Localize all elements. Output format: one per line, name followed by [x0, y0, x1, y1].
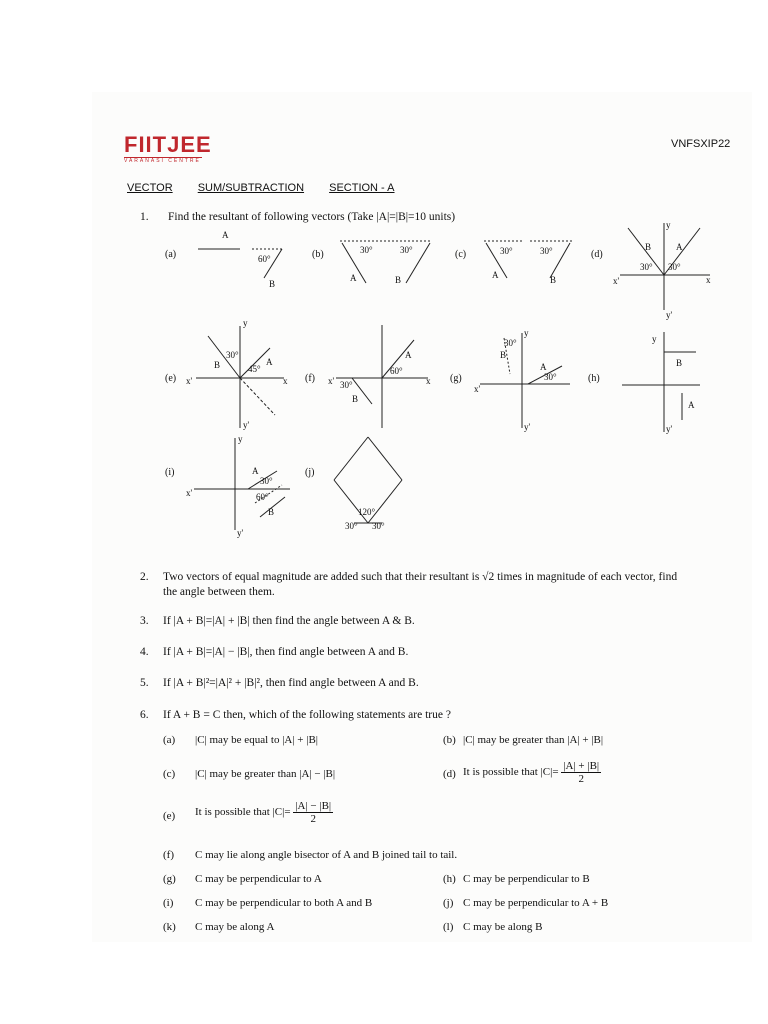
q5-number: 5. [140, 677, 149, 689]
angle-label: 120° [358, 507, 376, 517]
angle-label: 60° [256, 492, 269, 502]
q6-option-text: C may be perpendicular to A + B [463, 897, 609, 909]
q4-text: If |A + B|=|A| − |B|, then find angle between A and B. [163, 646, 409, 658]
q6-text: If A + B = C then, which of the following statements are true ? [163, 709, 451, 721]
diagram-label-c: (c) [455, 249, 467, 260]
diagram-g [474, 328, 570, 432]
angle-label: 30° [345, 521, 358, 531]
axis-label-y-prime: y' [237, 528, 244, 538]
q5-text: If |A + B|²=|A|² + |B|², then find angle between A and B. [163, 677, 419, 689]
q6-option-label: (d) [443, 768, 456, 780]
angle-label: 30° [226, 350, 239, 360]
logo-text: FIITJEE [124, 132, 212, 157]
axis-label-y-prime: y' [524, 422, 531, 432]
vector-label-a: A [676, 242, 683, 252]
diagram-j [334, 437, 402, 531]
diagram-label-a: (a) [165, 249, 177, 260]
diagram-c [484, 241, 572, 285]
diagram-i [186, 434, 290, 538]
q6-option-label: (j) [443, 897, 454, 909]
axis-label-y: y [666, 220, 671, 230]
angle-label: 30° [540, 246, 553, 256]
axis-label-x-prime: x' [186, 488, 193, 498]
fraction-numerator: |A| − |B| [295, 800, 332, 812]
q6-option-e [195, 800, 333, 825]
q3-number: 3. [140, 615, 149, 627]
q4-number: 4. [140, 646, 149, 658]
section-part: VECTOR [127, 182, 173, 194]
q2-line2: the angle between them. [163, 586, 275, 598]
diagram-e [186, 318, 288, 430]
axis-label-x: x [283, 376, 288, 386]
angle-label: 30° [504, 338, 517, 348]
angle-label: 30° [640, 262, 653, 272]
diagram-a [198, 230, 282, 289]
axis-label-y: y [524, 328, 529, 338]
axis-label-y: y [238, 434, 243, 444]
q6-option-label: (k) [163, 921, 176, 933]
q6-option-text: C may be perpendicular to both A and B [195, 897, 373, 909]
q6-option-label: (f) [163, 849, 174, 861]
diagram-label-b: (b) [312, 249, 324, 260]
vector-label-a: A [540, 362, 547, 372]
angle-label: 30° [400, 245, 413, 255]
q6-option-text: It is possible that |C|= [463, 766, 559, 779]
axis-label-x-prime: x' [613, 276, 620, 286]
q6-option-text: C may be perpendicular to B [463, 873, 590, 885]
vector-label-a: A [492, 270, 499, 280]
q6-option-text: |C| may be greater than |A| + |B| [463, 734, 604, 746]
diagram-label-j: (j) [305, 467, 315, 478]
q6-option-label: (b) [443, 734, 456, 746]
vector-label-b: B [395, 275, 402, 285]
q6-option-label: (h) [443, 873, 456, 885]
vector-label-b: B [268, 507, 275, 517]
diagram-label-e: (e) [165, 373, 177, 384]
axis-label-x-prime: x' [474, 384, 481, 394]
axis-label-x-prime: x' [186, 376, 193, 386]
q6-option-text: It is possible that |C|= [195, 806, 291, 819]
diagram-d [613, 220, 711, 320]
q6-option-label: (i) [163, 897, 174, 909]
q6-option-text: C may lie along angle bisector of A and B joined tail to tail. [195, 849, 458, 861]
diagram-b [340, 241, 432, 285]
q6-option-text: C may be along A [195, 921, 275, 933]
vector-label-b: B [269, 279, 276, 289]
axis-label-x-prime: x' [328, 376, 335, 386]
vector-label-a: A [405, 350, 412, 360]
q3-text: If |A + B|=|A| + |B| then find the angle between A & B. [163, 615, 415, 627]
angle-label: 30° [372, 521, 385, 531]
vector-label-b: B [214, 360, 221, 370]
vector-label-b: B [500, 350, 507, 360]
angle-label: 60° [390, 366, 403, 376]
angle-label: 30° [668, 262, 681, 272]
section-part: SUM/SUBTRACTION [197, 182, 305, 194]
diagram-f [328, 325, 431, 428]
q6-option-label: (e) [163, 810, 176, 822]
vector-label-a: A [252, 466, 259, 476]
angle-label: 30° [340, 380, 353, 390]
vector-label-b: B [645, 242, 652, 252]
q1-number: 1. [140, 211, 149, 223]
vector-label-a: A [350, 273, 357, 283]
q6-option-label: (c) [163, 768, 176, 780]
section-part: SECTION - A [329, 182, 395, 194]
diagram-label-g: (g) [450, 373, 462, 384]
diagram-label-h: (h) [588, 373, 600, 384]
vector-label-b: B [676, 358, 683, 368]
vector-label-b: B [550, 275, 557, 285]
angle-label: 30° [260, 476, 273, 486]
q6-number: 6. [140, 709, 149, 721]
axis-label-x: x [426, 376, 431, 386]
angle-label: 30° [544, 372, 557, 382]
q1-text: Find the resultant of following vectors (Take |A|=|B|=10 units) [168, 211, 456, 223]
q6-option-label: (g) [163, 873, 176, 885]
vector-label-a: A [222, 230, 229, 240]
fraction [561, 760, 601, 785]
angle-label: 60° [258, 254, 271, 264]
q6-option-text: C may be along B [463, 921, 543, 933]
fraction-denominator: 2 [310, 813, 316, 825]
doc-code: VNFSXIP22 [671, 138, 731, 150]
q6-option-label: (l) [443, 921, 454, 933]
fraction-numerator: |A| + |B| [563, 760, 600, 772]
angle-label: 45° [248, 364, 261, 374]
angle-label: 30° [360, 245, 373, 255]
fraction [293, 800, 333, 825]
axis-label-x: x [706, 275, 711, 285]
vector-label-a: A [688, 400, 695, 410]
axis-label-y: y [243, 318, 248, 328]
q6-option-text: C may be perpendicular to A [195, 873, 322, 885]
vector-label-a: A [266, 357, 273, 367]
diagram-label-i: (i) [165, 467, 175, 478]
axis-label-y-prime: y' [666, 424, 673, 434]
vector-label-b: B [352, 394, 359, 404]
axis-label-y-prime: y' [666, 310, 673, 320]
q6-option-text: |C| may be greater than |A| − |B| [195, 768, 336, 780]
q6-option-d [463, 760, 601, 785]
q6-option-text: |C| may be equal to |A| + |B| [195, 734, 318, 746]
axis-label-y-prime: y' [243, 420, 250, 430]
logo-subtext: VARANASI CENTRE [124, 158, 201, 164]
angle-label: 30° [500, 246, 513, 256]
diagram-label-f: (f) [305, 373, 315, 384]
axis-label-y: y [652, 334, 657, 344]
diagram-h [622, 332, 700, 434]
fraction-denominator: 2 [578, 773, 584, 785]
q2-number: 2. [140, 571, 149, 583]
q6-option-label: (a) [163, 734, 176, 746]
q2-text [163, 570, 733, 600]
diagram-label-d: (d) [591, 249, 603, 260]
q2-line1: Two vectors of equal magnitude are added such that their resultant is √2 times in magnitude of each vector, find [163, 571, 678, 583]
